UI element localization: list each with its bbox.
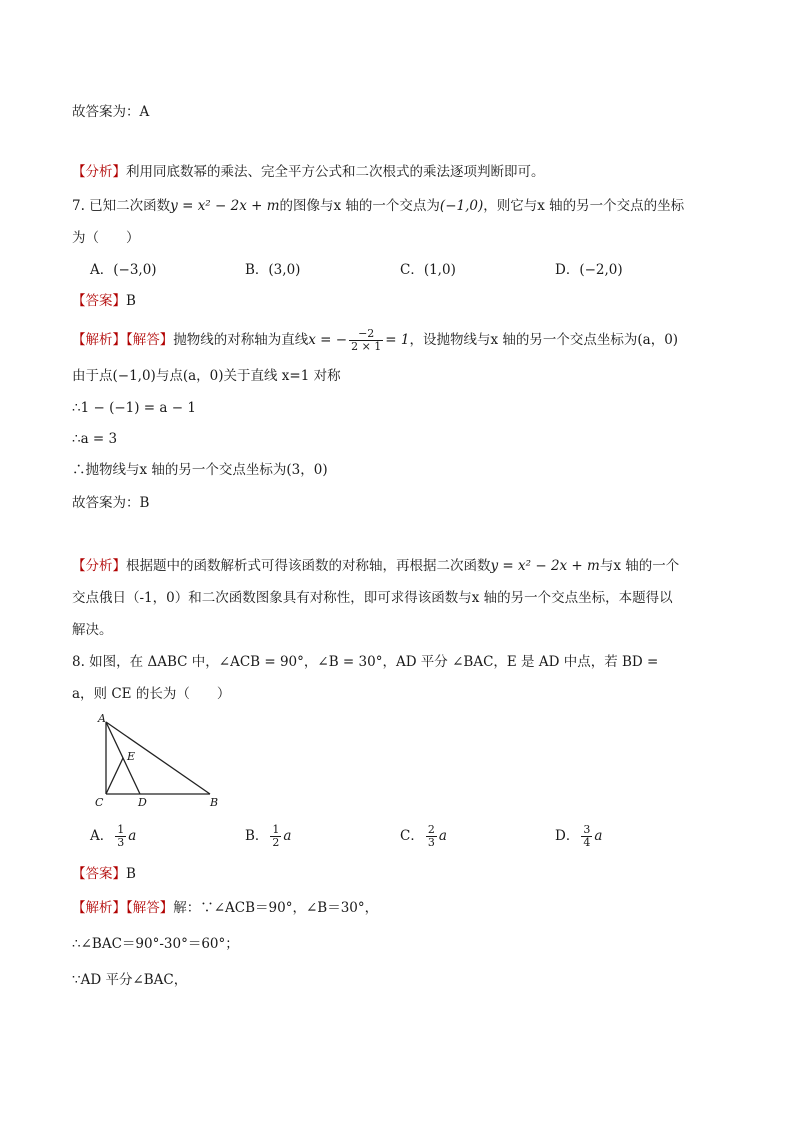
- q8-solution-line-1: [72, 898, 734, 918]
- q7-answer-line: [72, 291, 734, 311]
- q8-answer-tag: 【答案】: [72, 866, 126, 882]
- q7-point: (−1,0): [439, 198, 484, 214]
- q7-stem-line-2: [72, 228, 734, 248]
- label-c: C: [95, 796, 104, 809]
- q8-choice-den: 3: [427, 836, 435, 849]
- label-b: B: [210, 796, 219, 809]
- q8-stem-line-2: a，则 CE 的长为（ ）: [72, 686, 231, 702]
- q8-choice-den: 3: [117, 836, 125, 849]
- q7-analysis-line-3: 解决。: [72, 622, 113, 638]
- q7-stem-c: ，则它与x 轴的另一个交点的坐标: [483, 198, 685, 214]
- q6-answer: 故答案为：A: [72, 104, 150, 120]
- q8-choice-den: 2: [272, 836, 280, 849]
- label-e: E: [127, 750, 136, 763]
- q8-solution-tag: 【解析】【解答】: [72, 900, 174, 916]
- q7-choice-a: A．(−3,0): [90, 262, 157, 278]
- q7-sol-fraction-num: −2: [349, 328, 383, 341]
- q7-analysis-tag: 【分析】: [72, 558, 126, 574]
- q8-choice-fraction: [270, 824, 281, 849]
- q7-sol-1c: = 1: [385, 332, 410, 348]
- q7-solution-line-6: 故答案为：B: [72, 495, 150, 511]
- q8-stem-line-1: 8. 如图，在 ΔABC 中，∠ACB = 90°，∠B = 30°，AD 平分 ∠BAC，E 是 AD 中点，若 BD =: [72, 654, 659, 670]
- q7-solution-tag: 【解析】【解答】: [72, 332, 174, 348]
- q7-solution-line-5: ∴抛物线与x 轴的另一个交点坐标为(3，0): [72, 462, 328, 478]
- q7-sol-fraction: [349, 328, 383, 353]
- q7-sol-fraction-den: 2 × 1: [351, 340, 382, 353]
- q8-choice-d: [555, 824, 602, 849]
- q7-analysis-line-1: [72, 556, 734, 576]
- q8-choice-fraction: [426, 824, 437, 849]
- q8-answer: B: [126, 866, 136, 882]
- q7-choice-d: D．(−2,0): [555, 262, 623, 278]
- q8-solution-line-3: ∵AD 平分∠BAC，: [72, 972, 188, 988]
- q7-solution-line-4: ∴a = 3: [72, 431, 118, 447]
- q7-solution-line-3: ∴1 − (−1) = a − 1: [72, 400, 196, 416]
- q7-stem-d: 为（ ）: [72, 230, 140, 246]
- q6-analysis-text: 利用同底数幂的乘法、完全平方公式和二次根式的乘法逐项判断即可。: [126, 164, 545, 180]
- q8-choice-letter: A．: [90, 828, 114, 844]
- q8-choice-var: a: [283, 828, 292, 844]
- q7-sol-1a: 抛物线的对称轴为直线: [173, 332, 309, 348]
- q8-choice-letter: D．: [555, 828, 580, 844]
- q7-choice-c: C．(1,0): [400, 262, 456, 278]
- q8-choice-a: [90, 824, 136, 849]
- q8-choice-b: [245, 824, 291, 849]
- q6-analysis-tag: 【分析】: [72, 164, 126, 180]
- q7-sol-1d: ，设抛物线与x 轴的另一个交点坐标为(a，0): [409, 332, 679, 348]
- q8-solution-line-2: ∴∠BAC＝90°-30°＝60°；: [72, 936, 239, 952]
- q8-sol-1: 解：∵∠ACB＝90°，∠B＝30°，: [173, 900, 379, 916]
- q6-answer-line: [72, 102, 734, 122]
- q7-analysis-line-2: 交点俄日（-1，0）和二次函数图象具有对称性，即可求得该函数与x 轴的另一个交点坐标，本题得以: [72, 590, 673, 606]
- q8-choice-fraction: [581, 824, 592, 849]
- q8-choice-den: 4: [583, 836, 591, 849]
- q7-answer: B: [126, 293, 136, 309]
- q7-stem-line-1: [72, 196, 734, 216]
- q6-analysis-line: [72, 162, 734, 182]
- q7-answer-tag: 【答案】: [72, 293, 126, 309]
- q7-stem-a: 7. 已知二次函数: [72, 198, 171, 214]
- q8-choice-num: 1: [117, 823, 125, 836]
- q8-choice-c: [400, 824, 447, 849]
- q7-analysis-func: y = x² − 2x + m: [490, 558, 600, 574]
- q7-solution-line-2: 由于点(−1,0)与点(a，0)关于直线 x=1 对称: [72, 368, 341, 384]
- segment-ce: [106, 758, 123, 794]
- q8-choice-num: 2: [427, 823, 435, 836]
- q8-choice-num: 3: [583, 823, 591, 836]
- q7-solution-line-1: [72, 328, 734, 353]
- q7-analysis-1c: 与x 轴的一个: [599, 558, 680, 574]
- q8-choice-var: a: [594, 828, 603, 844]
- q7-stem-b: 的图像与x 轴的一个交点为: [279, 198, 440, 214]
- q8-choice-letter: B．: [245, 828, 269, 844]
- q8-choice-num: 1: [272, 823, 280, 836]
- q8-choice-var: a: [128, 828, 137, 844]
- segment-ab: [106, 722, 210, 794]
- q7-func: y = x² − 2x + m: [170, 198, 280, 214]
- label-a: A: [98, 712, 106, 725]
- q7-analysis-1a: 根据题中的函数解析式可得该函数的对称轴，再根据二次函数: [126, 558, 491, 574]
- triangle-figure: [88, 712, 228, 812]
- q7-sol-1b: x = −: [308, 332, 348, 348]
- q8-choice-letter: C．: [400, 828, 424, 844]
- label-d: D: [138, 796, 147, 809]
- q8-choice-var: a: [438, 828, 447, 844]
- q8-choice-fraction: [115, 824, 126, 849]
- q7-choice-b: B．(3,0): [245, 262, 301, 278]
- q8-answer-line: [72, 864, 734, 884]
